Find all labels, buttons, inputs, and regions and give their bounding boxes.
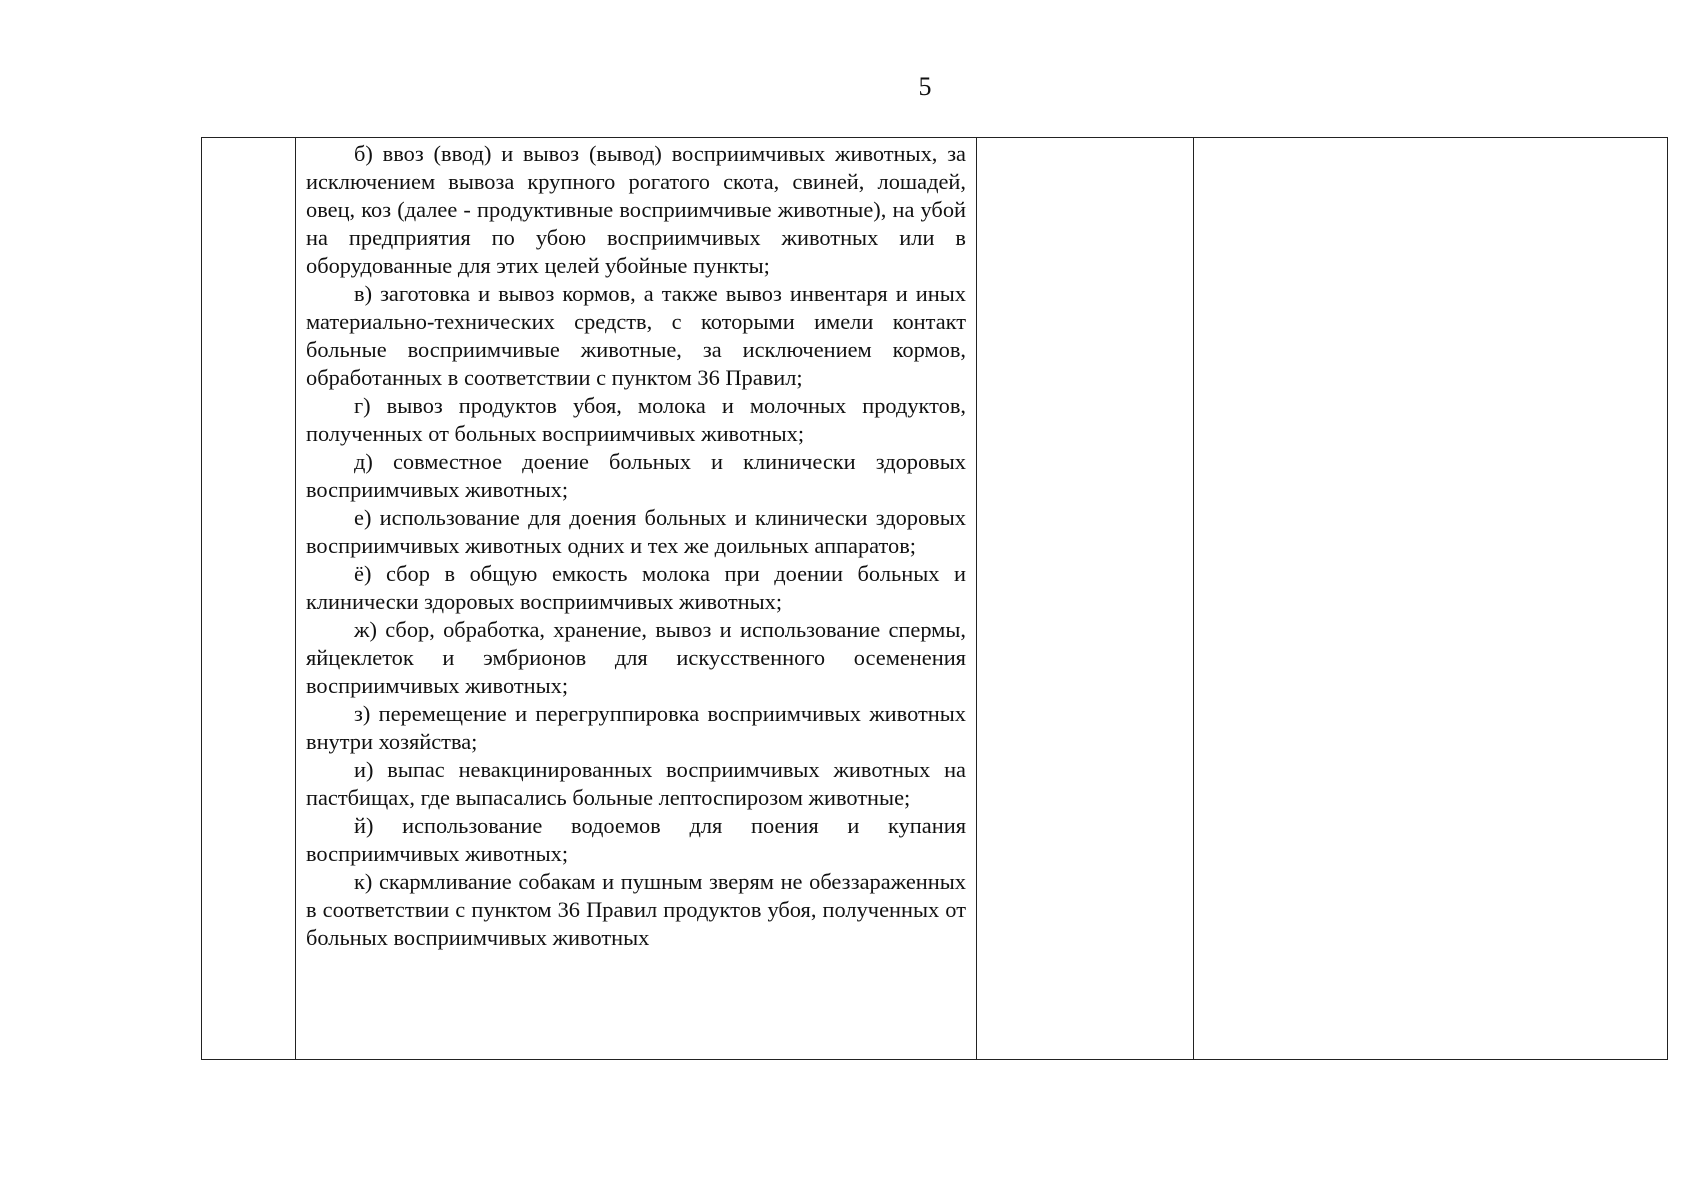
list-item: е) использование для доения больных и клинически здоровых восприимчивых животных одних и тех же доильных аппаратов; xyxy=(306,505,966,558)
table-cell-empty xyxy=(977,138,1194,1060)
list-item: к) скармливание собакам и пушным зверям не обеззараженных в соответствии с пунктом 36 Правил продуктов убоя, полученных от больных восприимчивых животных xyxy=(306,869,966,950)
list-item: ж) сбор, обработка, хранение, вывоз и использование спермы, яйцеклеток и эмбрионов для искусственного осеменения восприимчивых животных; xyxy=(306,617,966,698)
restrictions-list xyxy=(296,138,976,952)
list-item: ё) сбор в общую емкость молока при доении больных и клинически здоровых восприимчивых животных; xyxy=(306,561,966,614)
list-item: б) ввоз (ввод) и вывоз (вывод) восприимчивых животных, за исключением вывоза крупного рогатого скота, свиней, лошадей, овец, коз (далее - продуктивные восприимчивые животные), на убой на предприятия по убою восприимчивых животных или в оборудованные для этих целей убойные пункты; xyxy=(306,141,966,278)
table-row xyxy=(202,138,1668,1060)
list-item: д) совместное доение больных и клинически здоровых восприимчивых животных; xyxy=(306,449,966,502)
table-cell-number xyxy=(202,138,296,1060)
list-item: г) вывоз продуктов убоя, молока и молочных продуктов, полученных от больных восприимчивых животных; xyxy=(306,393,966,446)
list-item: в) заготовка и вывоз кормов, а также вывоз инвентаря и иных материально-технических средств, с которыми имели контакт больные восприимчивые животные, за исключением кормов, обработанных в соответствии с пунктом 36 Правил; xyxy=(306,281,966,390)
table-cell-restrictions xyxy=(296,138,977,1060)
list-item: з) перемещение и перегруппировка восприимчивых животных внутри хозяйства; xyxy=(306,701,966,754)
list-item: и) выпас невакцинированных восприимчивых животных на пастбищах, где выпасались больные лептоспирозом животные; xyxy=(306,757,966,810)
regulation-table xyxy=(201,137,1668,1060)
page-number: 5 xyxy=(918,72,932,101)
table-cell-empty xyxy=(1194,138,1668,1060)
list-item: й) использование водоемов для поения и купания восприимчивых животных; xyxy=(306,813,966,866)
